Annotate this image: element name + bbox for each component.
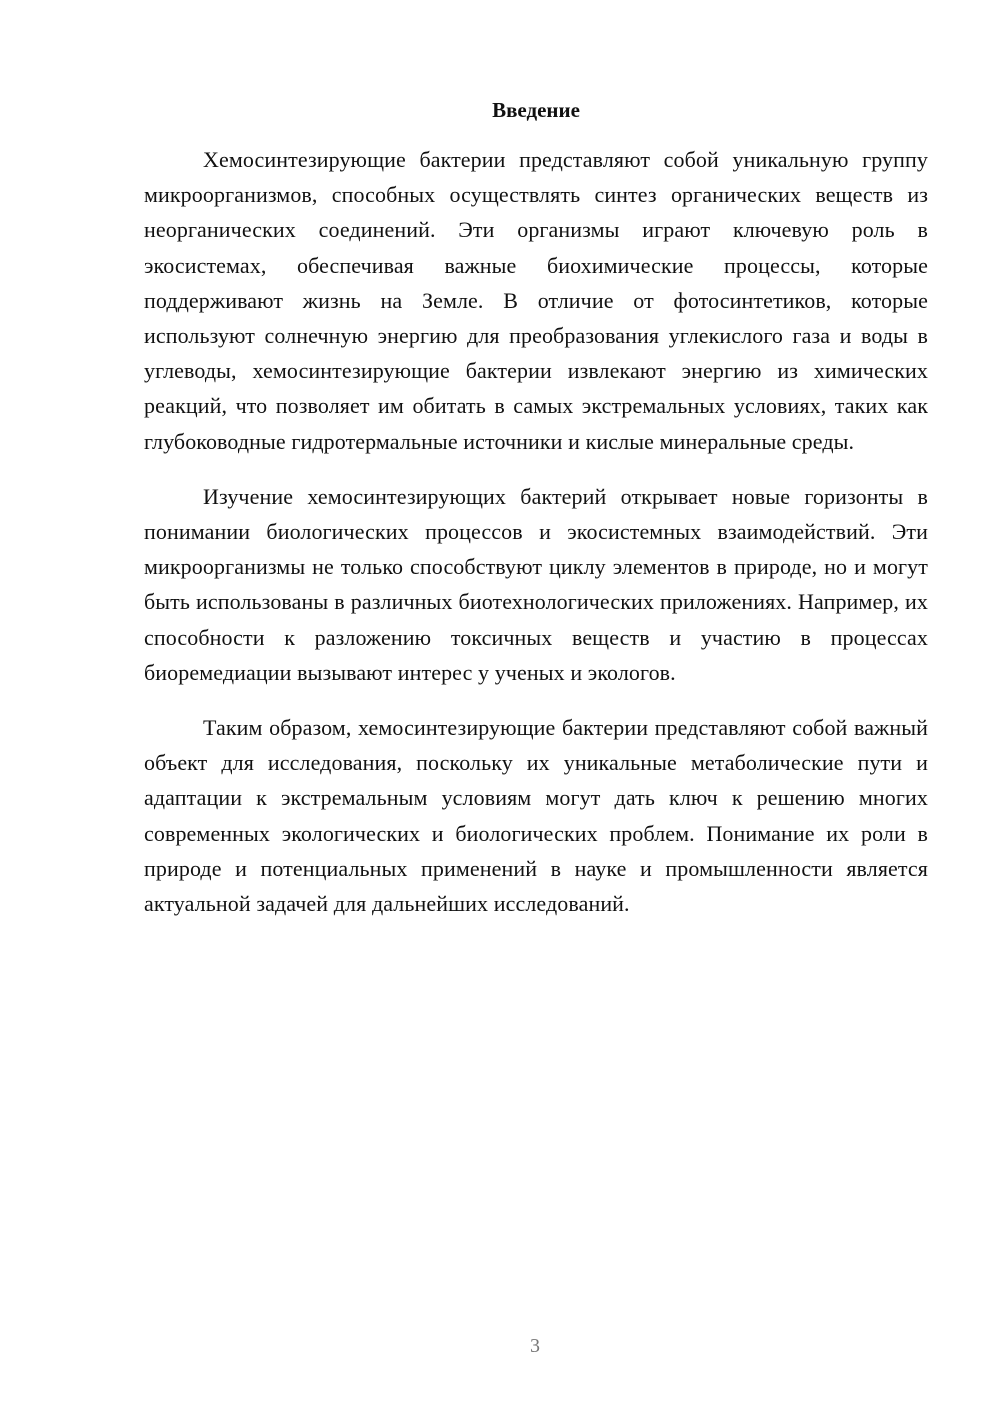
paragraph-3: Таким образом, хемосинтезирующие бактерии представляют собой важный объект для исследования, поскольку их уникальные метаболические пути и адаптации к экстремальным условиям могут дать ключ к решению многих современных экологических и биологических проблем. Понимание их роли в природе и потенциальных применений в науке и промышленности является актуальной задачей для дальнейших исследований. [144,715,928,917]
page-number: 3 [530,1335,540,1357]
section-heading: Введение [492,98,580,122]
page-content [144,92,928,941]
paragraph-1: Хемосинтезирующие бактерии представляют собой уникальную группу микроорганизмов, способных осуществлять синтез органических веществ из неорганических соединений. Эти организмы играют ключевую роль в экосистемах, обеспечивая важные биохимические процессы, которые поддерживают жизнь на Земле. В отличие от фотосинтетиков, которые используют солнечную энергию для преобразования углекислого газа и воды в углеводы, хемосинтезирующие бактерии извлекают энергию из химических реакций, что позволяет им обитать в самых экстремальных условиях, таких как глубоководные гидротермальные источники и кислые минеральные среды. [144,147,928,454]
paragraph-2: Изучение хемосинтезирующих бактерий открывает новые горизонты в понимании биологических процессов и экосистемных взаимодействий. Эти микроорганизмы не только способствуют циклу элементов в природе, но и могут быть использованы в различных биотехнологических приложениях. Например, их способности к разложению токсичных веществ и участию в процессах биоремедиации вызывают интерес у ученых и экологов. [144,483,928,685]
